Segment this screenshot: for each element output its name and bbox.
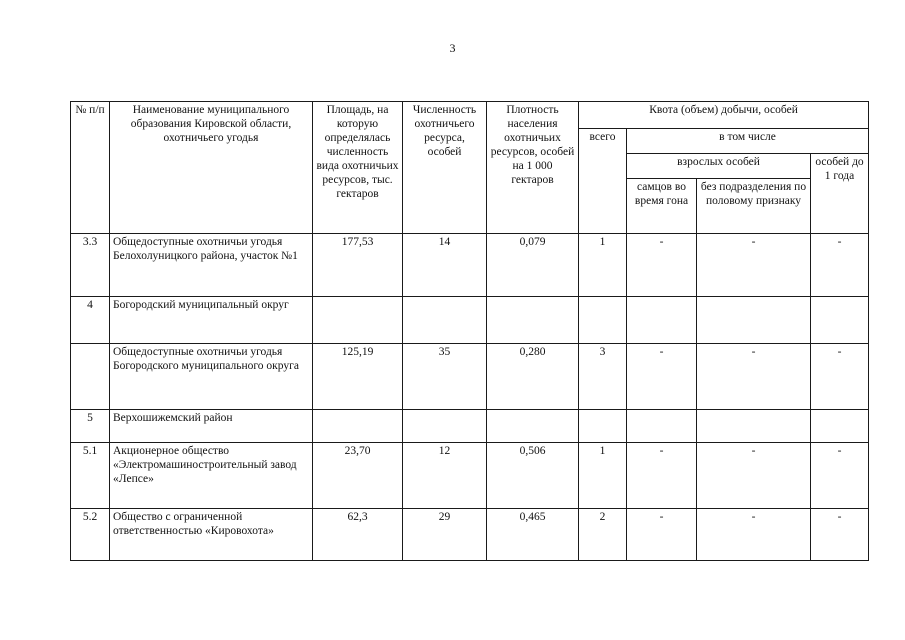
cell-name: Богородский муниципальный округ [110, 297, 313, 344]
cell-no-gender: - [697, 344, 811, 410]
cell-num: 5.1 [71, 443, 110, 509]
page-number: 3 [449, 41, 456, 55]
cell-num: 4 [71, 297, 110, 344]
cell-no-gender: - [697, 509, 811, 561]
cell-density [487, 297, 579, 344]
cell-under-one: - [811, 234, 869, 297]
header-under-one: особей до 1 года [811, 154, 869, 234]
header-population: Численность охотничьего ресурса, особей [403, 102, 487, 234]
cell-area: 177,53 [313, 234, 403, 297]
cell-total: 1 [579, 443, 627, 509]
cell-under-one: - [811, 344, 869, 410]
cell-total: 2 [579, 509, 627, 561]
cell-under-one [811, 410, 869, 443]
cell-num [71, 344, 110, 410]
quota-table [70, 101, 869, 561]
table-row [71, 344, 869, 410]
table-row [71, 297, 869, 344]
cell-area: 62,3 [313, 509, 403, 561]
header-area: Площадь, на которую определялась численность вида охотничьих ресурсов, тыс. гектаров [313, 102, 403, 234]
cell-no-gender [697, 410, 811, 443]
header-num: № п/п [71, 102, 110, 234]
cell-num: 5.2 [71, 509, 110, 561]
cell-no-gender: - [697, 234, 811, 297]
cell-num: 5 [71, 410, 110, 443]
table-row [71, 410, 869, 443]
cell-population: 35 [403, 344, 487, 410]
cell-name: Акционерное общество «Электромашиностроительный завод «Лепсе» [110, 443, 313, 509]
cell-density: 0,079 [487, 234, 579, 297]
cell-population: 14 [403, 234, 487, 297]
cell-under-one: - [811, 443, 869, 509]
cell-total: 3 [579, 344, 627, 410]
table-row [71, 234, 869, 297]
cell-population: 12 [403, 443, 487, 509]
cell-population [403, 410, 487, 443]
cell-density: 0,506 [487, 443, 579, 509]
cell-area: 23,70 [313, 443, 403, 509]
cell-population [403, 297, 487, 344]
cell-name: Общедоступные охотничьи угодья Белохолуницкого района, участок №1 [110, 234, 313, 297]
cell-density [487, 410, 579, 443]
cell-under-one [811, 297, 869, 344]
cell-males-rut: - [627, 344, 697, 410]
header-adults: взрослых особей [627, 154, 811, 179]
cell-total [579, 297, 627, 344]
cell-density: 0,465 [487, 509, 579, 561]
cell-num: 3.3 [71, 234, 110, 297]
table-row [71, 509, 869, 561]
header-total: всего [579, 129, 627, 234]
cell-males-rut: - [627, 443, 697, 509]
cell-area [313, 297, 403, 344]
cell-total [579, 410, 627, 443]
header-males-rut: самцов во время гона [627, 179, 697, 234]
cell-name: Общество с ограниченной ответственностью «Кировохота» [110, 509, 313, 561]
header-name: Наименование муниципального образования Кировской области, охотничьего угодья [110, 102, 313, 234]
header-density: Плотность населения охотничьих ресурсов, особей на 1 000 гектаров [487, 102, 579, 234]
cell-name: Общедоступные охотничьи угодья Богородского муниципального округа [110, 344, 313, 410]
cell-density: 0,280 [487, 344, 579, 410]
cell-no-gender [697, 297, 811, 344]
header-no-gender: без подразделения по половому признаку [697, 179, 811, 234]
cell-males-rut [627, 297, 697, 344]
cell-population: 29 [403, 509, 487, 561]
cell-under-one: - [811, 509, 869, 561]
cell-total: 1 [579, 234, 627, 297]
table-row [71, 443, 869, 509]
cell-males-rut: - [627, 509, 697, 561]
cell-males-rut [627, 410, 697, 443]
header-including: в том числе [627, 129, 869, 154]
cell-area [313, 410, 403, 443]
header-quota: Квота (объем) добычи, особей [579, 102, 869, 129]
cell-no-gender: - [697, 443, 811, 509]
cell-males-rut: - [627, 234, 697, 297]
cell-area: 125,19 [313, 344, 403, 410]
cell-name: Верхошижемский район [110, 410, 313, 443]
